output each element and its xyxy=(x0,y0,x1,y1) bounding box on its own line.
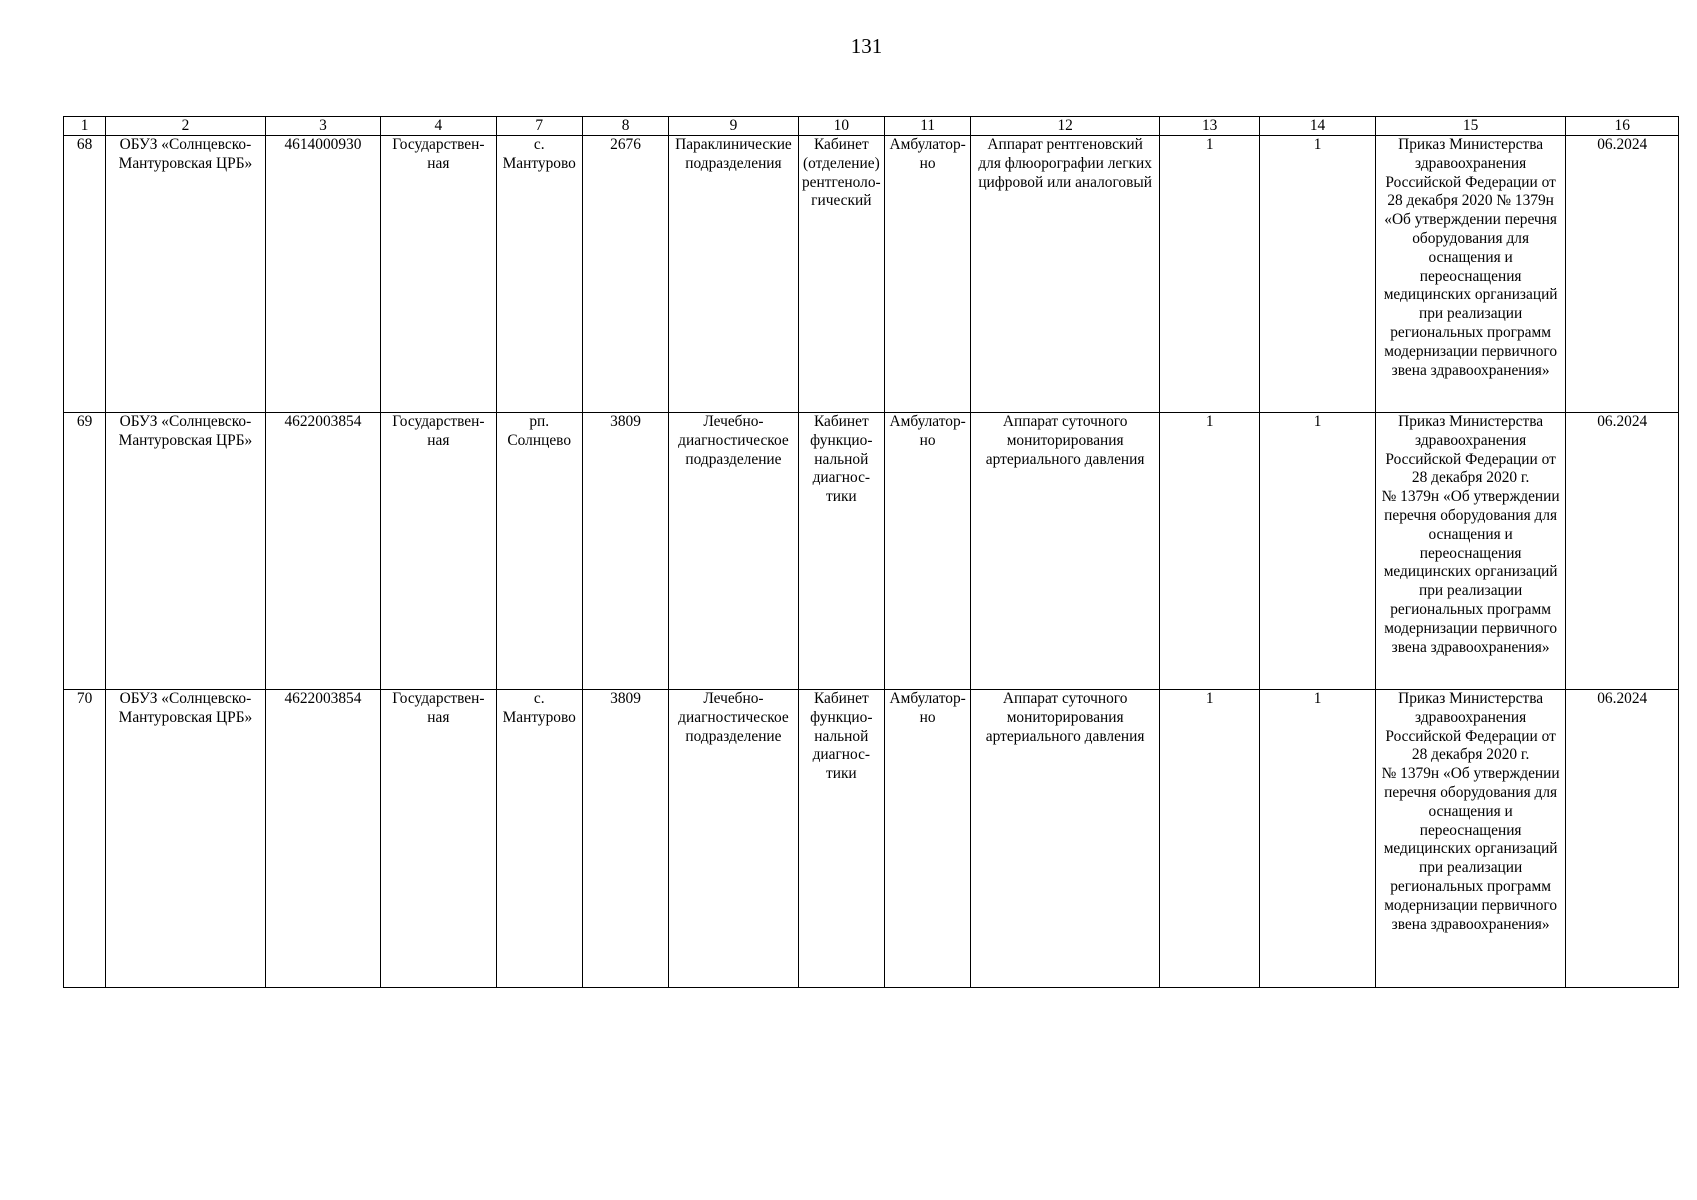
basis-cell: Приказ Министерства здравоохранения Российской Федерации от 28 декабря 2020 № 1379н «Об утверждении перечня оборудования для оснащения и переоснащения медицинских организаций при реализации региональных программ модернизации первичного звена здравоохранения» xyxy=(1375,136,1566,413)
basis-cell: Приказ Министерства здравоохранения Российской Федерации от 28 декабря 2020 г. № 1379н «Об утверждении перечня оборудования для оснащения и переоснащения медицинских организаций при реализации региональных программ модернизации первичного звена здравоохранения» xyxy=(1375,690,1566,988)
column-header: 12 xyxy=(971,117,1160,136)
equipment-table xyxy=(63,116,1679,988)
cabinet-cell: Кабинет функцио- нальной диагнос- тики xyxy=(798,413,884,690)
division-cell: Параклинические подразделения xyxy=(669,136,798,413)
organization-cell: ОБУЗ «Солнцевско- Мантуровская ЦРБ» xyxy=(106,136,266,413)
column-header: 1 xyxy=(64,117,106,136)
row-number: 70 xyxy=(64,690,106,988)
column-header: 13 xyxy=(1159,117,1259,136)
locality-cell: с. Мантурово xyxy=(496,690,582,988)
code-cell: 2676 xyxy=(582,136,668,413)
column-header: 10 xyxy=(798,117,884,136)
quantity-cell: 1 xyxy=(1159,413,1259,690)
table-row xyxy=(64,413,1679,690)
division-cell: Лечебно- диагностическое подразделение xyxy=(669,413,798,690)
date-cell: 06.2024 xyxy=(1566,413,1679,690)
column-header: 11 xyxy=(884,117,970,136)
column-header: 9 xyxy=(669,117,798,136)
locality-cell: рп. Солнцево xyxy=(496,413,582,690)
inn-cell: 4622003854 xyxy=(265,690,380,988)
column-header: 2 xyxy=(106,117,266,136)
quantity-cell: 1 xyxy=(1260,413,1375,690)
organization-cell: ОБУЗ «Солнцевско- Мантуровская ЦРБ» xyxy=(106,413,266,690)
page-number: 131 xyxy=(850,34,883,58)
quantity-cell: 1 xyxy=(1159,690,1259,988)
code-cell: 3809 xyxy=(582,690,668,988)
ownership-cell: Государствен- ная xyxy=(381,413,496,690)
basis-cell: Приказ Министерства здравоохранения Российской Федерации от 28 декабря 2020 г. № 1379н «Об утверждении перечня оборудования для оснащения и переоснащения медицинских организаций при реализации региональных программ модернизации первичного звена здравоохранения» xyxy=(1375,413,1566,690)
inn-cell: 4622003854 xyxy=(265,413,380,690)
care-form-cell: Амбулатор- но xyxy=(884,690,970,988)
table-row xyxy=(64,690,1679,988)
equipment-cell: Аппарат суточного мониторирования артериального давления xyxy=(971,690,1160,988)
column-header: 15 xyxy=(1375,117,1566,136)
header-row xyxy=(64,117,1679,136)
equipment-cell: Аппарат рентгеновский для флюорографии легких цифровой или аналоговый xyxy=(971,136,1160,413)
date-cell: 06.2024 xyxy=(1566,136,1679,413)
quantity-cell: 1 xyxy=(1159,136,1259,413)
ownership-cell: Государствен- ная xyxy=(381,690,496,988)
care-form-cell: Амбулатор- но xyxy=(884,136,970,413)
column-header: 4 xyxy=(381,117,496,136)
quantity-cell: 1 xyxy=(1260,136,1375,413)
quantity-cell: 1 xyxy=(1260,690,1375,988)
table-row xyxy=(64,136,1679,413)
care-form-cell: Амбулатор- но xyxy=(884,413,970,690)
column-header: 3 xyxy=(265,117,380,136)
row-number: 68 xyxy=(64,136,106,413)
inn-cell: 4614000930 xyxy=(265,136,380,413)
column-header: 14 xyxy=(1260,117,1375,136)
organization-cell: ОБУЗ «Солнцевско- Мантуровская ЦРБ» xyxy=(106,690,266,988)
equipment-cell: Аппарат суточного мониторирования артериального давления xyxy=(971,413,1160,690)
column-header: 8 xyxy=(582,117,668,136)
locality-cell: с. Мантурово xyxy=(496,136,582,413)
date-cell: 06.2024 xyxy=(1566,690,1679,988)
division-cell: Лечебно- диагностическое подразделение xyxy=(669,690,798,988)
column-header: 16 xyxy=(1566,117,1679,136)
code-cell: 3809 xyxy=(582,413,668,690)
cabinet-cell: Кабинет функцио- нальной диагнос- тики xyxy=(798,690,884,988)
ownership-cell: Государствен- ная xyxy=(381,136,496,413)
cabinet-cell: Кабинет (отделение) рентгеноло- гический xyxy=(798,136,884,413)
column-header: 7 xyxy=(496,117,582,136)
row-number: 69 xyxy=(64,413,106,690)
